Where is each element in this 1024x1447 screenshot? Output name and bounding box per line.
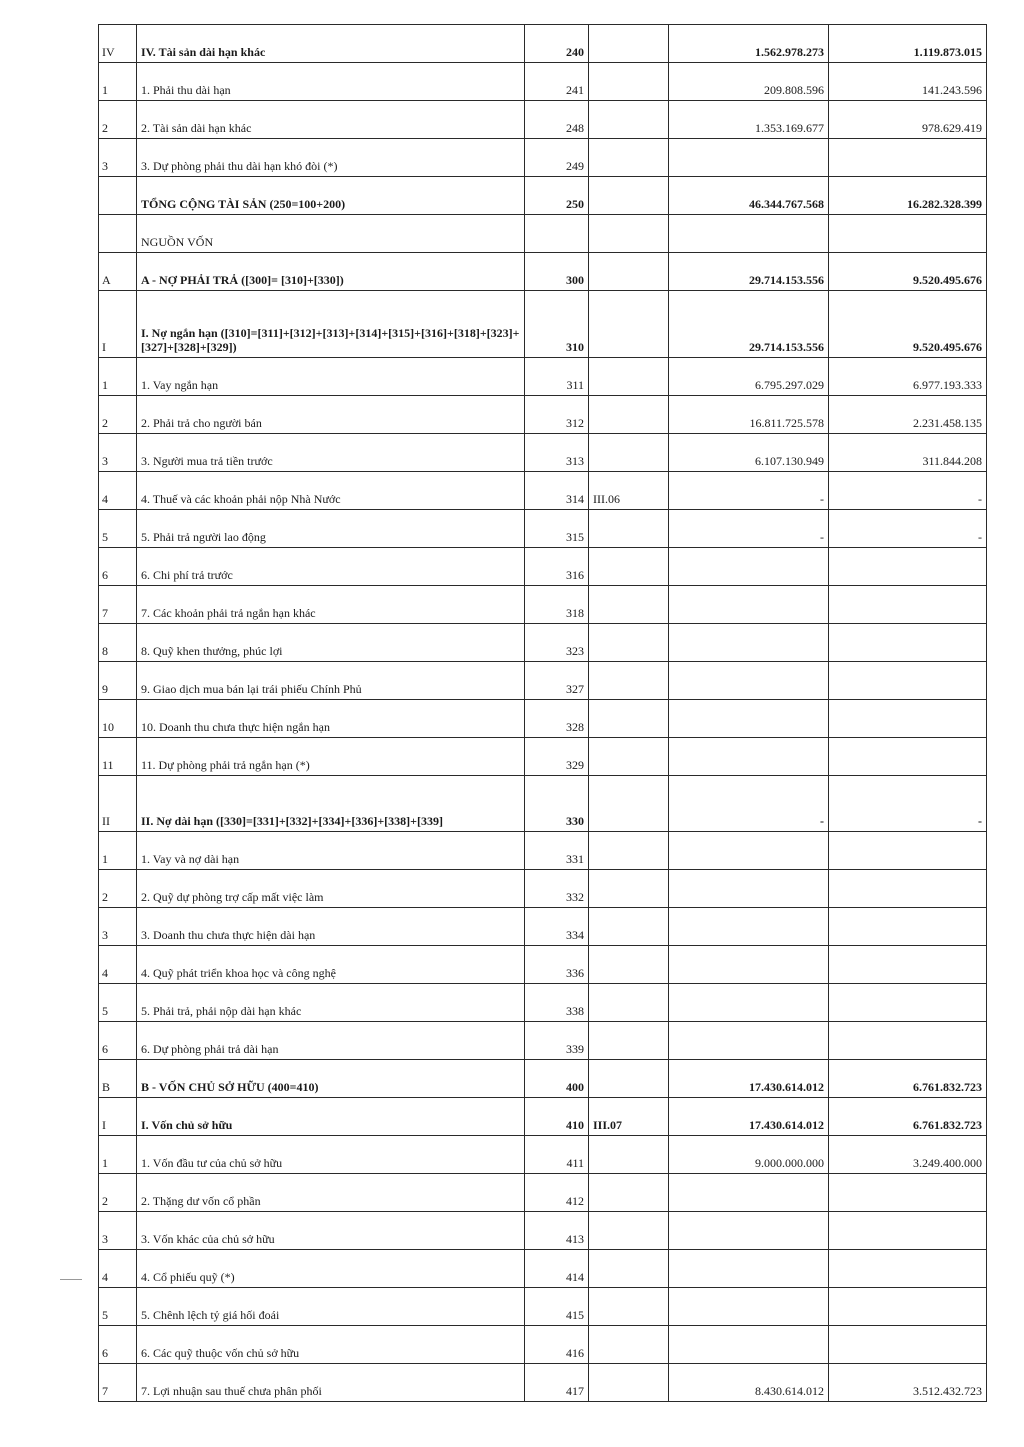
row-note	[589, 738, 669, 776]
row-index: I	[99, 1098, 137, 1136]
table-row	[99, 1364, 987, 1402]
row-code: 310	[525, 291, 589, 358]
row-note: III.07	[589, 1098, 669, 1136]
table-row	[99, 946, 987, 984]
row-code: 250	[525, 177, 589, 215]
row-item-name: 7. Lợi nhuận sau thuế chưa phân phối	[137, 1364, 525, 1402]
row-value-beginning-of-period	[829, 1174, 987, 1212]
row-code: 334	[525, 908, 589, 946]
row-value-beginning-of-period: 6.761.832.723	[829, 1060, 987, 1098]
table-row	[99, 1212, 987, 1250]
table-row	[99, 396, 987, 434]
row-value-end-of-period	[669, 832, 829, 870]
row-value-end-of-period	[669, 1212, 829, 1250]
row-code: 249	[525, 139, 589, 177]
row-item-name: 3. Vốn khác của chủ sở hữu	[137, 1212, 525, 1250]
row-value-beginning-of-period	[829, 870, 987, 908]
row-item-name: 5. Phải trả người lao động	[137, 510, 525, 548]
row-value-beginning-of-period	[829, 946, 987, 984]
row-note	[589, 908, 669, 946]
row-index: 5	[99, 510, 137, 548]
row-code: 240	[525, 25, 589, 63]
table-row	[99, 984, 987, 1022]
row-code: 318	[525, 586, 589, 624]
row-note	[589, 1060, 669, 1098]
row-value-end-of-period	[669, 738, 829, 776]
row-code: 417	[525, 1364, 589, 1402]
row-code: 311	[525, 358, 589, 396]
row-note	[589, 776, 669, 832]
row-note	[589, 177, 669, 215]
row-index: 4	[99, 472, 137, 510]
row-code: 332	[525, 870, 589, 908]
row-index	[99, 177, 137, 215]
row-note	[589, 700, 669, 738]
row-index: 6	[99, 548, 137, 586]
row-value-end-of-period: 209.808.596	[669, 63, 829, 101]
table-row	[99, 434, 987, 472]
row-item-name: 3. Dự phòng phải thu dài hạn khó đòi (*)	[137, 139, 525, 177]
row-code: 313	[525, 434, 589, 472]
row-code: 315	[525, 510, 589, 548]
row-value-beginning-of-period: 9.520.495.676	[829, 253, 987, 291]
row-note	[589, 832, 669, 870]
table-row	[99, 586, 987, 624]
row-value-end-of-period: -	[669, 776, 829, 832]
row-value-beginning-of-period	[829, 586, 987, 624]
row-note	[589, 1174, 669, 1212]
row-value-end-of-period	[669, 624, 829, 662]
row-item-name: 11. Dự phòng phải trả ngắn hạn (*)	[137, 738, 525, 776]
row-note	[589, 1136, 669, 1174]
row-item-name: 4. Thuế và các khoản phải nộp Nhà Nước	[137, 472, 525, 510]
row-code: 323	[525, 624, 589, 662]
row-item-name: 3. Doanh thu chưa thực hiện dài hạn	[137, 908, 525, 946]
row-value-end-of-period	[669, 1250, 829, 1288]
table-row	[99, 1326, 987, 1364]
row-value-end-of-period	[669, 1174, 829, 1212]
row-value-end-of-period: 6.107.130.949	[669, 434, 829, 472]
row-value-beginning-of-period	[829, 215, 987, 253]
row-note	[589, 291, 669, 358]
row-index: 5	[99, 984, 137, 1022]
row-item-name: NGUỒN VỐN	[137, 215, 525, 253]
row-note	[589, 624, 669, 662]
row-code: 314	[525, 472, 589, 510]
row-index: 4	[99, 946, 137, 984]
row-index: 10	[99, 700, 137, 738]
row-item-name: 3. Người mua trả tiền trước	[137, 434, 525, 472]
row-value-end-of-period	[669, 908, 829, 946]
row-index: II	[99, 776, 137, 832]
row-value-beginning-of-period	[829, 1288, 987, 1326]
table-row	[99, 870, 987, 908]
row-code: 300	[525, 253, 589, 291]
table-row	[99, 662, 987, 700]
row-value-beginning-of-period: 141.243.596	[829, 63, 987, 101]
table-row	[99, 1022, 987, 1060]
row-value-beginning-of-period: -	[829, 776, 987, 832]
row-index: 8	[99, 624, 137, 662]
row-index: 2	[99, 870, 137, 908]
row-value-beginning-of-period	[829, 1250, 987, 1288]
table-row	[99, 1098, 987, 1136]
row-index: 6	[99, 1326, 137, 1364]
row-index: 7	[99, 1364, 137, 1402]
row-value-end-of-period: 29.714.153.556	[669, 291, 829, 358]
row-value-beginning-of-period	[829, 738, 987, 776]
row-item-name: B - VỐN CHỦ SỞ HỮU (400=410)	[137, 1060, 525, 1098]
row-index: 3	[99, 434, 137, 472]
row-value-end-of-period: 9.000.000.000	[669, 1136, 829, 1174]
row-item-name: 2. Phải trả cho người bán	[137, 396, 525, 434]
row-value-end-of-period: 6.795.297.029	[669, 358, 829, 396]
row-value-beginning-of-period	[829, 984, 987, 1022]
row-index: 6	[99, 1022, 137, 1060]
row-index: IV	[99, 25, 137, 63]
row-code: 338	[525, 984, 589, 1022]
table-row	[99, 624, 987, 662]
row-note	[589, 586, 669, 624]
row-value-end-of-period: 17.430.614.012	[669, 1060, 829, 1098]
row-value-end-of-period: 16.811.725.578	[669, 396, 829, 434]
row-item-name: 2. Quỹ dự phòng trợ cấp mất việc làm	[137, 870, 525, 908]
table-row	[99, 139, 987, 177]
row-item-name: 8. Quỹ khen thưởng, phúc lợi	[137, 624, 525, 662]
row-note	[589, 510, 669, 548]
row-code: 415	[525, 1288, 589, 1326]
row-value-end-of-period: 17.430.614.012	[669, 1098, 829, 1136]
row-note	[589, 396, 669, 434]
row-index: 11	[99, 738, 137, 776]
row-note	[589, 139, 669, 177]
row-index: B	[99, 1060, 137, 1098]
row-index: 2	[99, 101, 137, 139]
row-value-end-of-period: 1.353.169.677	[669, 101, 829, 139]
table-row	[99, 776, 987, 832]
row-value-beginning-of-period	[829, 662, 987, 700]
table-row	[99, 1250, 987, 1288]
margin-tick-mark	[60, 1279, 82, 1280]
row-value-end-of-period	[669, 1288, 829, 1326]
row-note	[589, 1022, 669, 1060]
balance-sheet-table	[98, 24, 987, 1402]
row-code: 316	[525, 548, 589, 586]
row-item-name: 4. Quỹ phát triển khoa học và công nghệ	[137, 946, 525, 984]
row-value-end-of-period: 8.430.614.012	[669, 1364, 829, 1402]
row-item-name: 2. Thặng dư vốn cổ phần	[137, 1174, 525, 1212]
row-index: A	[99, 253, 137, 291]
table-row	[99, 548, 987, 586]
row-value-beginning-of-period: 311.844.208	[829, 434, 987, 472]
row-note	[589, 1288, 669, 1326]
row-item-name: TỔNG CỘNG TÀI SẢN (250=100+200)	[137, 177, 525, 215]
row-note	[589, 1212, 669, 1250]
row-value-beginning-of-period: 16.282.328.399	[829, 177, 987, 215]
row-note	[589, 358, 669, 396]
row-code: 412	[525, 1174, 589, 1212]
row-note	[589, 1364, 669, 1402]
row-value-end-of-period: -	[669, 510, 829, 548]
row-value-beginning-of-period: -	[829, 510, 987, 548]
row-value-end-of-period	[669, 662, 829, 700]
row-value-beginning-of-period: 6.977.193.333	[829, 358, 987, 396]
table-row	[99, 1060, 987, 1098]
row-item-name: 10. Doanh thu chưa thực hiện ngắn hạn	[137, 700, 525, 738]
row-code: 416	[525, 1326, 589, 1364]
row-item-name: 5. Chênh lệch tỷ giá hối đoái	[137, 1288, 525, 1326]
row-value-end-of-period: -	[669, 472, 829, 510]
row-item-name: I. Nợ ngắn hạn ([310]=[311]+[312]+[313]+[314]+[315]+[316]+[318]+[323]+[327]+[328]+[329])	[137, 291, 525, 358]
row-index: 7	[99, 586, 137, 624]
row-code: 329	[525, 738, 589, 776]
row-code: 339	[525, 1022, 589, 1060]
row-item-name: A - NỢ PHẢI TRẢ ([300]= [310]+[330])	[137, 253, 525, 291]
row-index	[99, 215, 137, 253]
row-value-end-of-period	[669, 215, 829, 253]
table-row	[99, 1136, 987, 1174]
row-note	[589, 548, 669, 586]
row-note: III.06	[589, 472, 669, 510]
row-value-beginning-of-period	[829, 624, 987, 662]
row-code: 410	[525, 1098, 589, 1136]
row-value-end-of-period	[669, 586, 829, 624]
row-code: 400	[525, 1060, 589, 1098]
row-index: 1	[99, 358, 137, 396]
table-row	[99, 738, 987, 776]
row-code: 327	[525, 662, 589, 700]
table-row	[99, 215, 987, 253]
row-value-beginning-of-period	[829, 700, 987, 738]
row-value-beginning-of-period: 3.249.400.000	[829, 1136, 987, 1174]
row-value-end-of-period	[669, 870, 829, 908]
row-index: 1	[99, 832, 137, 870]
row-value-beginning-of-period: 6.761.832.723	[829, 1098, 987, 1136]
row-code: 411	[525, 1136, 589, 1174]
table-row	[99, 253, 987, 291]
row-code: 413	[525, 1212, 589, 1250]
row-value-beginning-of-period	[829, 139, 987, 177]
row-index: 3	[99, 908, 137, 946]
row-index: 5	[99, 1288, 137, 1326]
row-item-name: 7. Các khoản phải trả ngắn hạn khác	[137, 586, 525, 624]
row-code: 336	[525, 946, 589, 984]
table-row	[99, 472, 987, 510]
row-index: 9	[99, 662, 137, 700]
row-value-beginning-of-period	[829, 908, 987, 946]
table-row	[99, 832, 987, 870]
row-index: 2	[99, 396, 137, 434]
row-note	[589, 63, 669, 101]
row-item-name: 6. Dự phòng phải trả dài hạn	[137, 1022, 525, 1060]
row-value-end-of-period	[669, 139, 829, 177]
balance-sheet-rows	[99, 25, 987, 1402]
row-code	[525, 215, 589, 253]
row-item-name: 1. Phải thu dài hạn	[137, 63, 525, 101]
table-row	[99, 1174, 987, 1212]
row-index: I	[99, 291, 137, 358]
row-note	[589, 870, 669, 908]
row-value-beginning-of-period	[829, 548, 987, 586]
row-note	[589, 25, 669, 63]
row-value-beginning-of-period	[829, 1326, 987, 1364]
table-row	[99, 510, 987, 548]
row-item-name: 1. Vốn đầu tư của chủ sở hữu	[137, 1136, 525, 1174]
row-value-end-of-period	[669, 548, 829, 586]
row-value-beginning-of-period	[829, 1022, 987, 1060]
table-row	[99, 177, 987, 215]
row-item-name: 9. Giao dịch mua bán lại trái phiếu Chính Phủ	[137, 662, 525, 700]
row-value-beginning-of-period: 2.231.458.135	[829, 396, 987, 434]
row-value-beginning-of-period	[829, 832, 987, 870]
table-row	[99, 700, 987, 738]
row-code: 312	[525, 396, 589, 434]
row-value-end-of-period: 46.344.767.568	[669, 177, 829, 215]
row-code: 328	[525, 700, 589, 738]
table-row	[99, 908, 987, 946]
row-index: 1	[99, 63, 137, 101]
row-item-name: 2. Tài sản dài hạn khác	[137, 101, 525, 139]
row-value-beginning-of-period: 1.119.873.015	[829, 25, 987, 63]
row-index: 2	[99, 1174, 137, 1212]
row-note	[589, 1250, 669, 1288]
row-value-end-of-period: 1.562.978.273	[669, 25, 829, 63]
row-note	[589, 662, 669, 700]
row-item-name: 5. Phải trả, phải nộp dài hạn khác	[137, 984, 525, 1022]
row-note	[589, 215, 669, 253]
table-row	[99, 358, 987, 396]
row-note	[589, 101, 669, 139]
row-value-end-of-period	[669, 984, 829, 1022]
row-note	[589, 1326, 669, 1364]
table-row	[99, 291, 987, 358]
table-row	[99, 1288, 987, 1326]
row-value-beginning-of-period: 3.512.432.723	[829, 1364, 987, 1402]
table-row	[99, 63, 987, 101]
row-item-name: I. Vốn chủ sở hữu	[137, 1098, 525, 1136]
row-note	[589, 434, 669, 472]
row-value-end-of-period	[669, 700, 829, 738]
row-note	[589, 253, 669, 291]
row-item-name: 1. Vay ngắn hạn	[137, 358, 525, 396]
table-row	[99, 25, 987, 63]
row-note	[589, 946, 669, 984]
row-item-name: 4. Cổ phiếu quỹ (*)	[137, 1250, 525, 1288]
row-code: 331	[525, 832, 589, 870]
row-value-beginning-of-period: 9.520.495.676	[829, 291, 987, 358]
row-value-beginning-of-period: 978.629.419	[829, 101, 987, 139]
balance-sheet-page	[98, 24, 986, 1402]
row-note	[589, 984, 669, 1022]
row-item-name: II. Nợ dài hạn ([330]=[331]+[332]+[334]+[336]+[338]+[339]	[137, 776, 525, 832]
row-code: 330	[525, 776, 589, 832]
row-index: 3	[99, 139, 137, 177]
row-value-end-of-period	[669, 1326, 829, 1364]
row-value-beginning-of-period	[829, 1212, 987, 1250]
row-index: 4	[99, 1250, 137, 1288]
row-index: 3	[99, 1212, 137, 1250]
row-value-end-of-period	[669, 1022, 829, 1060]
row-index: 1	[99, 1136, 137, 1174]
row-value-beginning-of-period: -	[829, 472, 987, 510]
row-code: 414	[525, 1250, 589, 1288]
row-code: 248	[525, 101, 589, 139]
row-item-name: 6. Các quỹ thuộc vốn chủ sở hữu	[137, 1326, 525, 1364]
row-value-end-of-period: 29.714.153.556	[669, 253, 829, 291]
row-code: 241	[525, 63, 589, 101]
row-item-name: 1. Vay và nợ dài hạn	[137, 832, 525, 870]
row-value-end-of-period	[669, 946, 829, 984]
table-row	[99, 101, 987, 139]
row-item-name: 6. Chi phí trả trước	[137, 548, 525, 586]
row-item-name: IV. Tài sản dài hạn khác	[137, 25, 525, 63]
